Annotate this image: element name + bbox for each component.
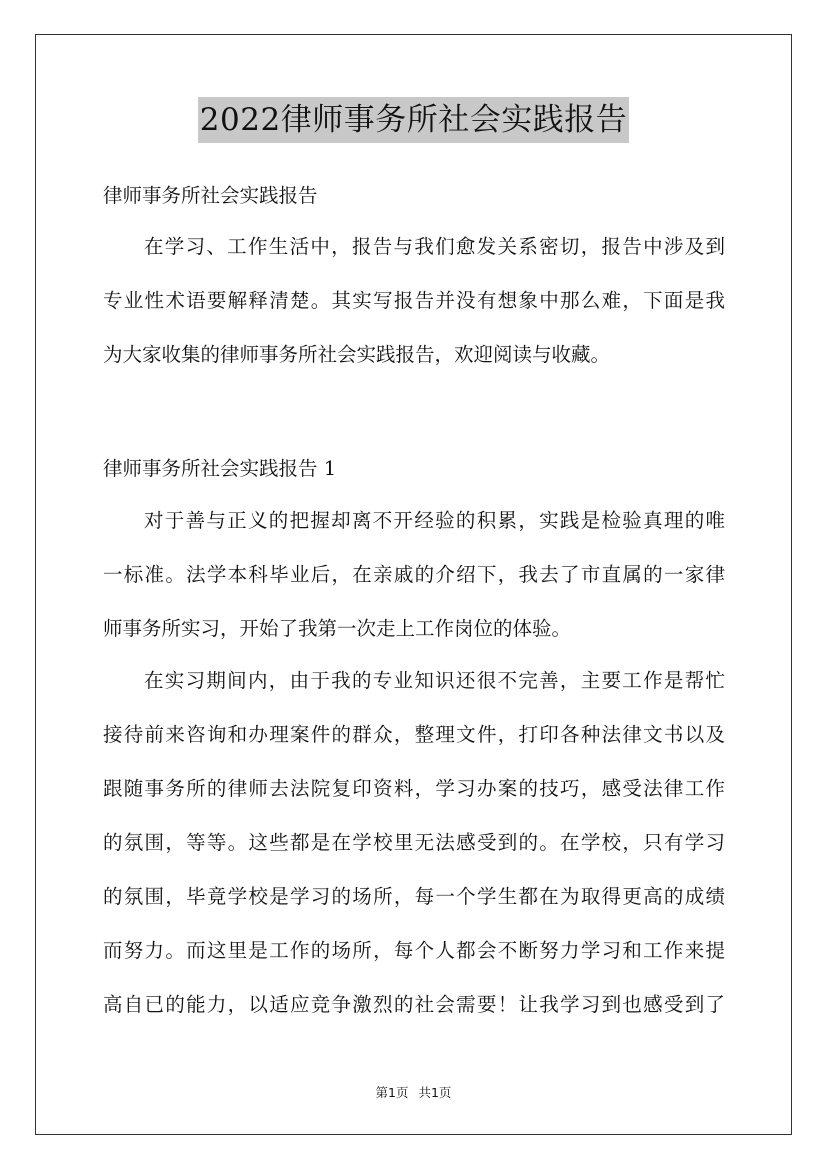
page-number-current: 第1页: [375, 1085, 409, 1100]
document-title-wrap: [0, 97, 827, 143]
document-title: 2022律师事务所社会实践报告: [198, 97, 629, 143]
paragraph-line: 接待前来咨询和办理案件的群众，整理文件，打印各种法律文书以及: [103, 723, 725, 746]
intro-paragraph: [103, 220, 725, 382]
paragraph-line: 为大家收集的律师事务所社会实践报告，欢迎阅读与收藏。: [103, 343, 611, 366]
paragraph-line: 高自已的能力，以适应竞争激烈的社会需要！让我学习到也感受到了: [103, 993, 725, 1016]
paragraph-line: 跟随事务所的律师去法院复印资料，学习办案的技巧，感受法律工作: [103, 777, 725, 800]
page-number-total: 共1页: [418, 1085, 452, 1100]
paragraph-line: 的氛围，等等。这些都是在学校里无法感受到的。在学校，只有学习: [103, 831, 725, 854]
paragraph-2: [103, 654, 725, 1032]
paragraph-line: 师事务所实习，开始了我第一次走上工作岗位的体验。: [103, 617, 572, 640]
page-footer: [0, 1083, 827, 1101]
paragraph-line: 一标准。法学本科毕业后，在亲戚的介绍下，我去了市直属的一家律: [103, 563, 725, 586]
document-subtitle: 律师事务所社会实践报告: [103, 184, 318, 207]
paragraph-1: [103, 494, 725, 656]
section-heading: 律师事务所社会实践报告 1: [103, 457, 337, 480]
paragraph-line: 在学习、工作生活中，报告与我们愈发关系密切，报告中涉及到: [144, 235, 725, 258]
paragraph-line: 在实习期间内，由于我的专业知识还很不完善，主要工作是帮忙: [144, 669, 725, 692]
paragraph-line: 对于善与正义的把握却离不开经验的积累，实践是检验真理的唯: [144, 509, 725, 532]
paragraph-line: 专业性术语要解释清楚。其实写报告并没有想象中那么难，下面是我: [103, 289, 725, 312]
paragraph-line: 的氛围，毕竟学校是学习的场所，每一个学生都在为取得更高的成绩: [103, 885, 725, 908]
paragraph-line: 而努力。而这里是工作的场所，每个人都会不断努力学习和工作来提: [103, 939, 725, 962]
